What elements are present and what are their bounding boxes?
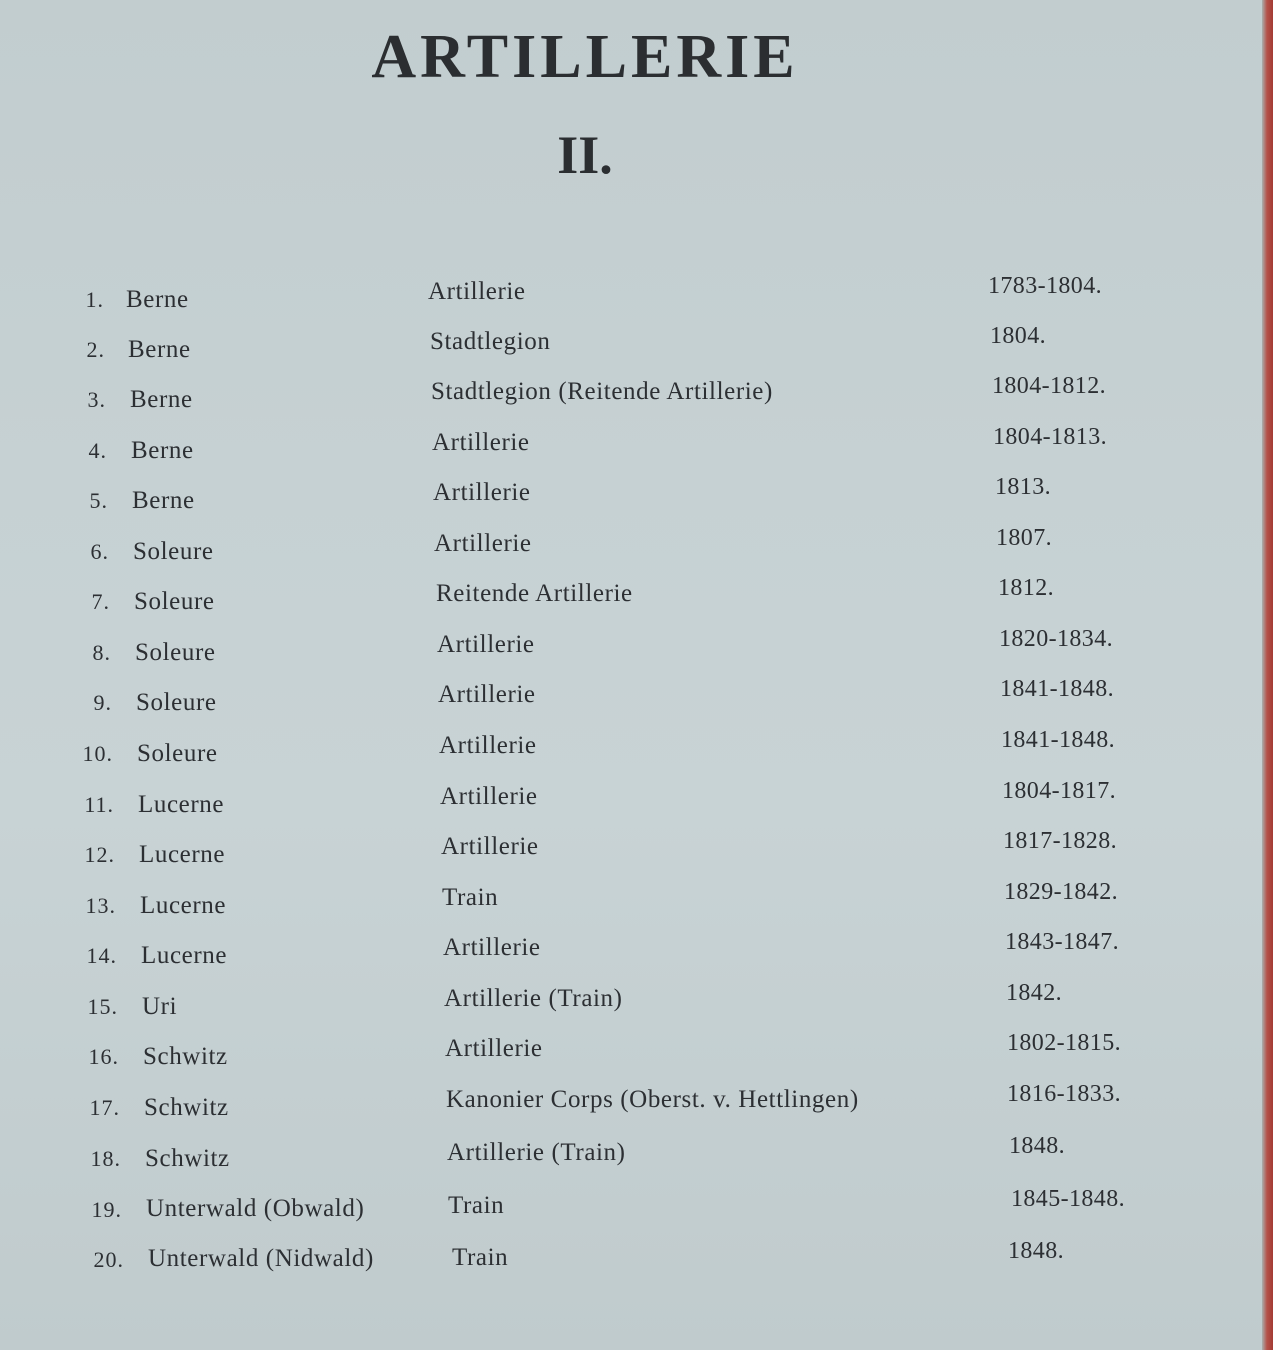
entry-place: Unterwald (Nidwald) bbox=[148, 1245, 374, 1272]
entry-unit: Stadtlegion bbox=[430, 328, 551, 355]
entry-place: Schwitz bbox=[144, 1094, 229, 1121]
list-item bbox=[81, 1133, 1181, 1179]
list-item bbox=[71, 626, 1171, 673]
entry-number: 19. bbox=[91, 1197, 122, 1222]
list-item bbox=[70, 575, 1170, 622]
entry-years: 1812. bbox=[998, 575, 1054, 601]
list-item bbox=[84, 1240, 1184, 1280]
list-item bbox=[82, 1186, 1182, 1230]
entry-place: Soleure bbox=[135, 639, 216, 666]
entry-place: Lucerne bbox=[138, 791, 225, 818]
list-item bbox=[69, 525, 1169, 572]
list-item bbox=[66, 373, 1166, 420]
list-item bbox=[80, 1081, 1180, 1128]
entry-years: 1829-1842. bbox=[1004, 879, 1118, 905]
page-edge bbox=[1262, 0, 1273, 1350]
entry-place: Lucerne bbox=[141, 942, 228, 969]
entry-years: 1845-1848. bbox=[1011, 1186, 1125, 1212]
entry-place: Berne bbox=[130, 386, 193, 413]
entry-unit: Artillerie bbox=[437, 631, 535, 658]
entry-place: Schwitz bbox=[145, 1145, 230, 1172]
entry-unit: Artillerie bbox=[428, 278, 526, 305]
page-title: ARTILLERIE bbox=[371, 23, 799, 91]
entry-years: 1807. bbox=[996, 525, 1052, 551]
entry-unit: Artillerie (Train) bbox=[447, 1139, 626, 1166]
list-item bbox=[65, 323, 1165, 370]
page-subtitle: II. bbox=[557, 125, 613, 185]
entry-unit: Artillerie bbox=[439, 732, 537, 759]
entry-unit: Artillerie bbox=[443, 934, 541, 961]
entry-years: 1841-1848. bbox=[1001, 727, 1115, 753]
entry-unit: Artillerie bbox=[434, 530, 532, 557]
list-item bbox=[77, 929, 1177, 976]
entry-number: 18. bbox=[90, 1146, 121, 1171]
entry-number: 10. bbox=[82, 741, 113, 766]
entry-unit: Artillerie bbox=[441, 833, 539, 860]
entry-years: 1842. bbox=[1006, 980, 1062, 1006]
entry-place: Lucerne bbox=[139, 841, 226, 868]
entry-place: Soleure bbox=[137, 740, 218, 767]
entry-number: 11. bbox=[84, 792, 114, 817]
entry-unit: Artillerie bbox=[445, 1035, 543, 1062]
entry-years: 1783-1804. bbox=[988, 273, 1102, 299]
list-item bbox=[79, 1030, 1179, 1077]
entry-years: 1848. bbox=[1009, 1133, 1065, 1159]
entry-number: 15. bbox=[87, 994, 118, 1019]
list-item bbox=[67, 424, 1167, 471]
entry-place: Berne bbox=[126, 286, 189, 313]
entry-unit: Artillerie (Train) bbox=[444, 985, 623, 1012]
entry-number: 16. bbox=[88, 1044, 119, 1069]
entry-years: 1804-1813. bbox=[993, 424, 1107, 450]
entry-place: Soleure bbox=[134, 588, 215, 615]
entry-number: 12. bbox=[84, 842, 115, 867]
list-item bbox=[64, 273, 1164, 320]
entry-unit: Artillerie bbox=[438, 681, 536, 708]
entry-unit: Artillerie bbox=[432, 429, 530, 456]
entry-number: 17. bbox=[89, 1095, 120, 1120]
entry-unit: Kanonier Corps (Oberst. v. Hettlingen) bbox=[446, 1086, 859, 1113]
entry-place: Unterwald (Obwald) bbox=[146, 1195, 365, 1222]
entry-years: 1820-1834. bbox=[999, 626, 1113, 652]
entry-number: 3. bbox=[87, 387, 106, 412]
entry-number: 2. bbox=[86, 337, 105, 362]
entry-years: 1841-1848. bbox=[1000, 676, 1114, 702]
entry-number: 5. bbox=[89, 488, 108, 513]
entry-years: 1804-1812. bbox=[992, 373, 1106, 399]
entry-unit: Train bbox=[442, 884, 499, 911]
entry-number: 7. bbox=[91, 589, 110, 614]
entry-place: Lucerne bbox=[140, 892, 227, 919]
entry-number: 4. bbox=[88, 438, 107, 463]
entry-unit: Reitende Artillerie bbox=[436, 580, 633, 607]
entry-unit: Artillerie bbox=[440, 783, 538, 810]
entry-unit: Artillerie bbox=[433, 479, 531, 506]
entry-years: 1804. bbox=[990, 323, 1046, 349]
entry-place: Berne bbox=[131, 437, 194, 464]
entry-years: 1848. bbox=[1008, 1238, 1064, 1264]
entry-number: 1. bbox=[85, 287, 104, 312]
list-item bbox=[78, 980, 1178, 1027]
entry-number: 9. bbox=[93, 690, 112, 715]
list-item bbox=[68, 474, 1168, 521]
entry-unit: Stadtlegion (Reitende Artillerie) bbox=[431, 378, 773, 405]
entry-unit: Train bbox=[452, 1244, 509, 1271]
list-item bbox=[72, 676, 1172, 723]
entry-years: 1816-1833. bbox=[1007, 1081, 1121, 1107]
entry-years: 1802-1815. bbox=[1007, 1030, 1121, 1056]
entry-number: 13. bbox=[85, 893, 116, 918]
entry-years: 1804-1817. bbox=[1002, 778, 1116, 804]
entry-number: 6. bbox=[90, 539, 109, 564]
entry-years: 1843-1847. bbox=[1005, 929, 1119, 955]
entry-place: Soleure bbox=[133, 538, 214, 565]
list-item bbox=[75, 828, 1175, 875]
entry-years: 1813. bbox=[995, 474, 1051, 500]
entry-years: 1817-1828. bbox=[1003, 828, 1117, 854]
entry-place: Soleure bbox=[136, 689, 217, 716]
list-item bbox=[74, 778, 1174, 825]
entry-number: 20. bbox=[93, 1247, 124, 1272]
entry-place: Berne bbox=[132, 487, 195, 514]
entry-number: 8. bbox=[92, 640, 111, 665]
entry-unit: Train bbox=[448, 1192, 505, 1219]
entry-place: Schwitz bbox=[143, 1043, 228, 1070]
list-item bbox=[73, 727, 1173, 774]
entry-place: Uri bbox=[142, 993, 178, 1020]
list-item bbox=[76, 879, 1176, 926]
entry-place: Berne bbox=[128, 336, 191, 363]
entry-number: 14. bbox=[86, 943, 117, 968]
